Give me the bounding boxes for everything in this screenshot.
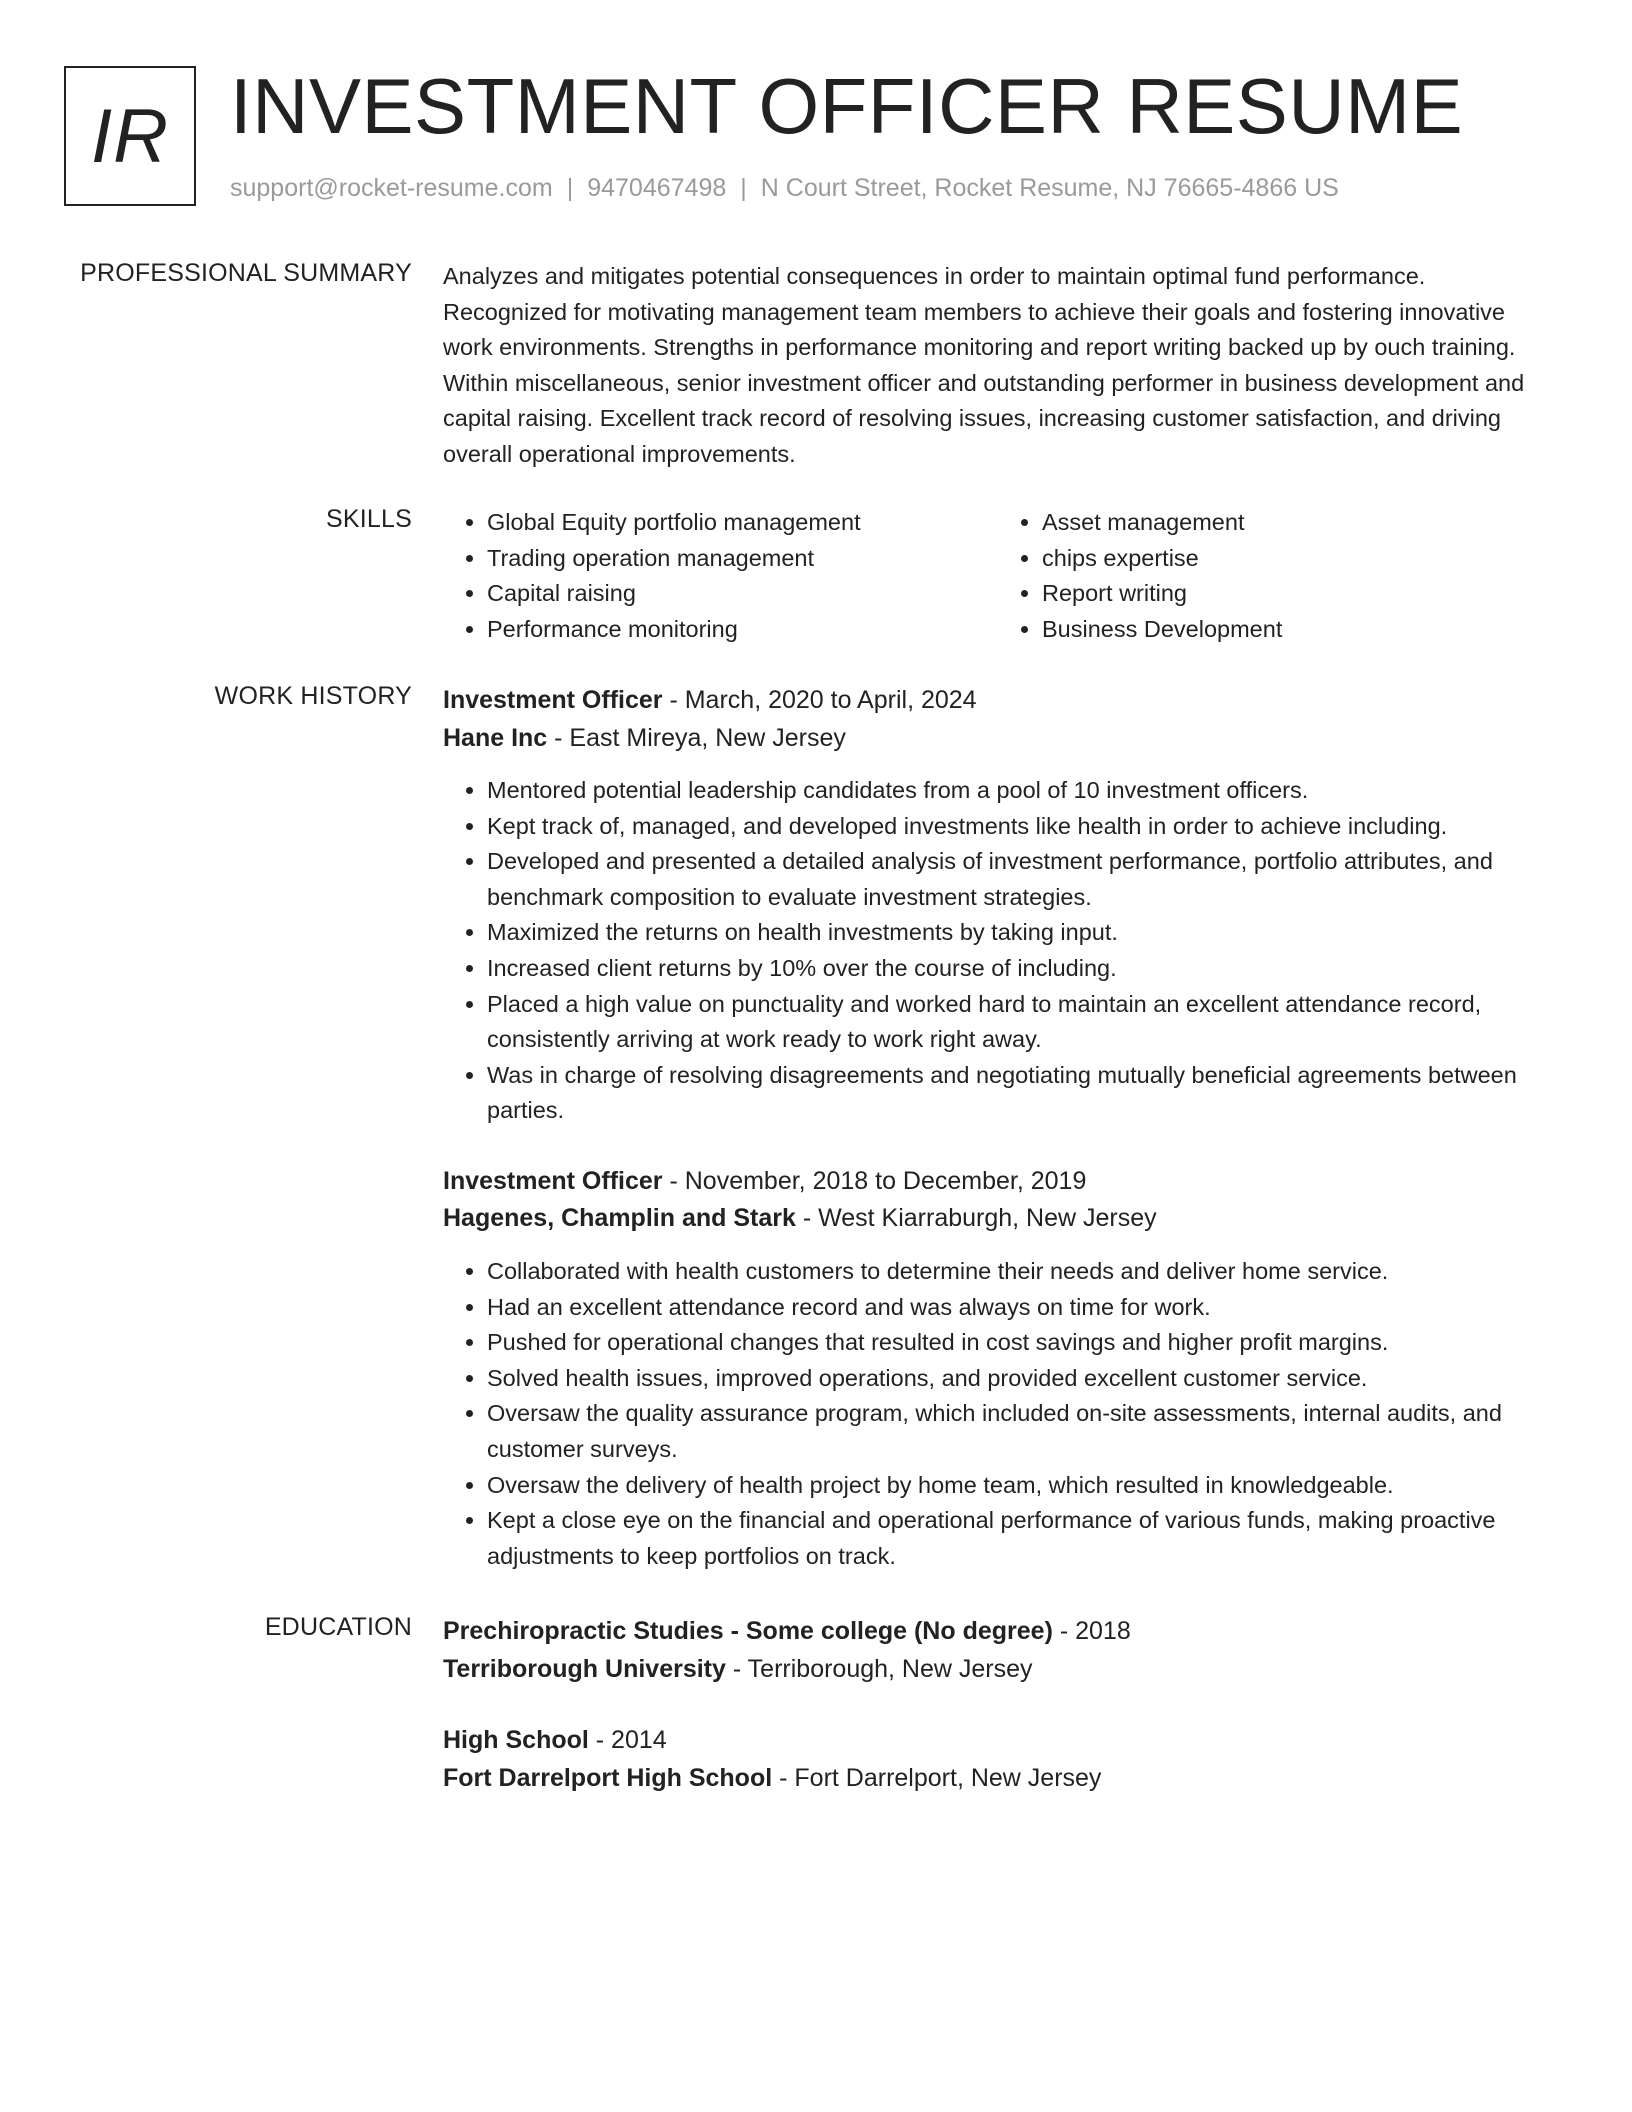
job-bullet: • Maximized the returns on health investments by taking input. [487,915,1553,951]
section-label-education: EDUCATION [264,1613,412,1641]
education-year: - 2014 [588,1726,667,1754]
job-bullet: • Mentored potential leadership candidates from a pool of 10 investment officers. [487,773,1553,809]
education-entry [443,1722,1553,1797]
job-bullet: • Oversaw the quality assurance program, which included on-site assessments, internal audits, and customer surveys. [487,1396,1553,1467]
job-dates: - November, 2018 to December, 2019 [662,1166,1087,1195]
skill-item: • chips expertise [1042,541,1553,577]
job-bullet: • Collaborated with health customers to determine their needs and deliver home service. [487,1254,1553,1290]
work-history-body [443,682,1553,1574]
job-bullet: • Was in charge of resolving disagreements and negotiating mutually beneficial agreements between parties. [487,1058,1553,1129]
job-bullet: • Had an excellent attendance record and was always on time for work. [487,1290,1553,1326]
contact-line [230,174,1339,203]
education-school: Terriborough University [443,1654,726,1683]
skill-item: • Asset management [1042,505,1553,541]
job-bullet: • Increased client returns by 10% over the course of including. [487,951,1553,987]
contact-email: support@rocket-resume.com [230,174,553,202]
education-location: - Terriborough, New Jersey [725,1654,1033,1683]
education-location: - Fort Darrelport, New Jersey [772,1763,1102,1792]
education-year: - 2018 [1052,1617,1131,1645]
job-bullet: • Oversaw the delivery of health project by home team, which resulted in knowledgeable. [487,1468,1553,1504]
skills-column-2 [998,505,1553,647]
contact-separator: | [740,174,747,202]
contact-separator: | [566,174,574,202]
education-body [443,1613,1553,1797]
education-school: Fort Darrelport High School [443,1763,773,1792]
job-bullet: • Pushed for operational changes that resulted in cost savings and higher profit margins. [487,1325,1553,1361]
section-label-skills: SKILLS [326,505,412,533]
job-company: Hane Inc [443,723,548,752]
skill-item: • Global Equity portfolio management [487,505,998,541]
job-bullet: • Solved health issues, improved operations, and provided excellent customer service. [487,1361,1553,1397]
job-bullets [443,773,1553,1129]
job-location: - East Mireya, New Jersey [547,723,846,752]
education-school-line [443,1651,1553,1689]
job-title: Investment Officer [443,1166,663,1195]
skill-item: • Report writing [1042,576,1553,612]
job-bullet: • Developed and presented a detailed analysis of investment performance, portfolio attributes, and benchmark composition to evaluate investment strategies. [487,844,1553,915]
job-company-line [443,1200,1553,1238]
education-school-line [443,1760,1553,1798]
job-bullet: • Kept track of, managed, and developed investments like health in order to achieve including. [487,809,1553,845]
skill-item: • Performance monitoring [487,612,998,648]
skill-item: • Trading operation management [487,541,998,577]
skills-column-1 [443,505,998,647]
job-bullets [443,1254,1553,1574]
job-bullet: • Kept a close eye on the financial and operational performance of various funds, making proactive adjustments to keep portfolios on track. [487,1503,1553,1574]
job-title-line [443,682,1553,720]
job-title: Investment Officer [443,686,663,714]
education-degree-line [443,1613,1553,1651]
job-company-line [443,720,1553,758]
job-company: Hagenes, Champlin and Stark [443,1204,796,1233]
contact-phone: 9470467498 [587,174,727,202]
skill-item: • Capital raising [487,576,998,612]
monogram-badge: IR [64,66,196,206]
education-entry [443,1613,1553,1688]
job-title-line [443,1163,1553,1201]
resume-title: INVESTMENT OFFICER RESUME [230,62,1464,150]
education-degree: Prechiropractic Studies - Some college (No degree) [443,1617,1053,1645]
education-degree-line [443,1722,1553,1760]
job-location: - West Kiarraburgh, New Jersey [795,1204,1157,1233]
job-entry [443,682,1553,1129]
skill-item: • Business Development [1042,612,1553,648]
skills-list [443,505,1553,647]
resume-header [64,62,1564,216]
contact-address: N Court Street, Rocket Resume, NJ 76665-4866 US [760,174,1339,202]
job-bullet: • Placed a high value on punctuality and worked hard to maintain an excellent attendance record, consistently arriving at work ready to work right away. [487,987,1553,1058]
section-label-work-history: WORK HISTORY [214,682,412,710]
section-label-summary: PROFESSIONAL SUMMARY [80,259,412,287]
summary-text: Analyzes and mitigates potential consequences in order to maintain optimal fund performance. Recognized for motivating management team members to achieve their goals and fostering innovative work environments. Strengths in performance monitoring and report writing backed up by ouch training. Within miscellaneous, senior investment officer and outstanding performer in business development and capital raising. Excellent track record of resolving issues, increasing customer satisfaction, and driving overall operational improvements. [443,263,1525,467]
job-entry [443,1163,1553,1574]
job-dates: - March, 2020 to April, 2024 [662,686,977,714]
education-degree: High School [443,1726,589,1754]
